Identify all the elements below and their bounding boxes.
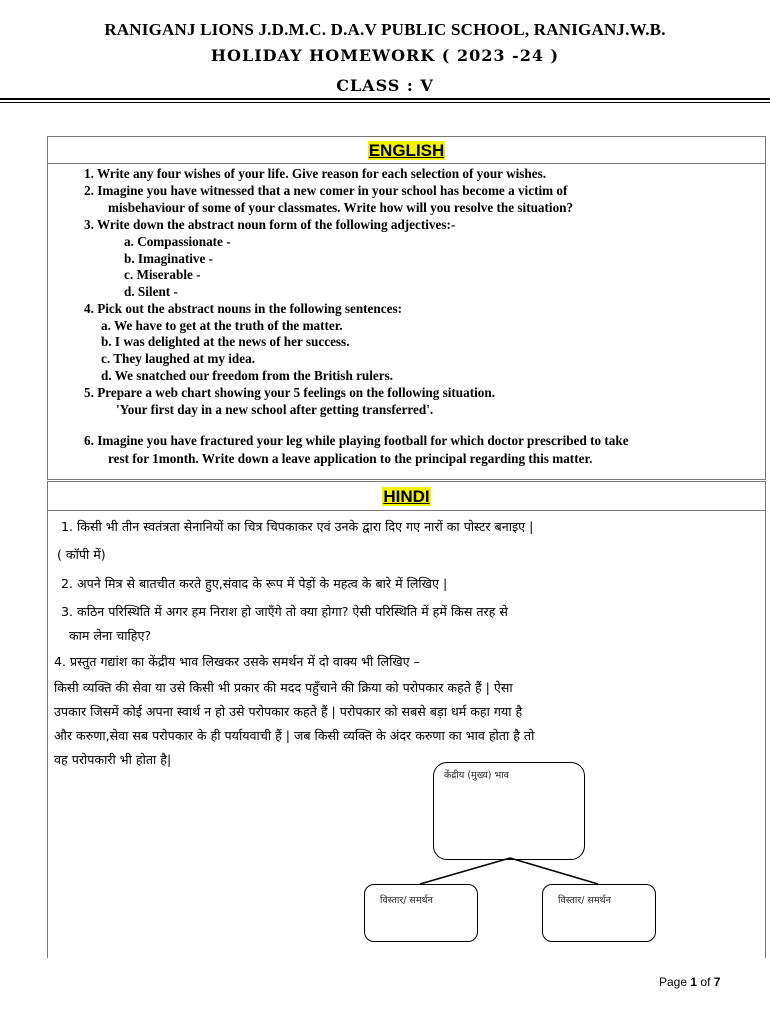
page-total: 7 [713,975,721,989]
homework-title: HOLIDAY HOMEWORK ( 2023 -24 ) [210,46,560,65]
connector-left [420,858,510,884]
page-number [659,975,720,989]
english-q3-a: a. Compassionate - [124,234,231,249]
english-q3-c: c. Miserable - [124,267,201,282]
support-label-left: विस्तार/ समर्थन [380,895,433,906]
hindi-q3: 3. कठिन परिस्थिति में अगर हम निराश हो जाएँगे तो क्या होगा? ऐसी परिस्थिति में हमें किस तरह से [61,604,508,619]
english-q4-c: c. They laughed at my idea. [101,351,255,366]
connector-right [510,858,598,884]
hindi-q1: 1. किसी भी तीन स्वतंत्रता सेनानियों का चित्र चिपकाकर एवं उनके द्वारा दिए गए नारों का पोस्टर बनाइए | [61,519,534,534]
english-q2-cont: misbehaviour of some of your classmates. Write how will you resolve the situation? [108,200,574,215]
english-q4-d: d. We snatched our freedom from the British rulers. [101,368,394,383]
english-q4-a: a. We have to get at the truth of the matter. [101,318,343,333]
hindi-q2: 2. अपने मित्र से बातचीत करते हुए,संवाद के रूप में पेड़ों के महत्व के बारे में लिखिए | [61,576,448,591]
hindi-heading: HINDI [383,487,430,506]
hindi-passage-line-4: वह परोपकारी भी होता है| [54,752,172,767]
english-q1: 1. Write any four wishes of your life. Give reason for each selection of your wishes. [84,166,547,181]
central-idea-label: केंद्रीय (मुख्य) भाव [444,770,509,781]
english-heading: ENGLISH [368,141,445,160]
school-name: RANIGANJ LIONS J.D.M.C. D.A.V PUBLIC SCHOOL, RANIGANJ.W.B. [104,20,666,39]
hindi-q1-cont: ( कॉपी में) [57,547,106,562]
english-q3-b: b. Imaginative - [124,251,214,266]
support-label-right: विस्तार/ समर्थन [558,895,611,906]
hindi-passage-line-2: उपकार जिसमें कोई अपना स्वार्थ न हो उसे परोपकार कहते हैं | परोपकार को सबसे बड़ा धर्म कहा गया है [54,704,523,719]
english-q4-b: b. I was delighted at the news of her success. [101,334,350,349]
english-q3: 3. Write down the abstract noun form of the following adjectives:- [84,217,456,232]
hindi-q4: 4. प्रस्तुत गद्यांश का केंद्रीय भाव लिखकर उसके समर्थन में दो वाक्य भी लिखिए – [54,654,420,669]
english-q5-cont: 'Your first day in a new school after getting transferred'. [116,402,434,417]
english-q3-d: d. Silent - [124,284,178,299]
english-q5: 5. Prepare a web chart showing your 5 feelings on the following situation. [84,385,496,400]
hindi-q3-cont: काम लेना चाहिए? [69,628,152,643]
english-q2: 2. Imagine you have witnessed that a new comer in your school has become a victim of [84,183,568,198]
english-q6: 6. Imagine you have fractured your leg while playing football for which doctor prescribed to take [84,433,629,448]
of-label: of [700,975,711,989]
english-q4: 4. Pick out the abstract nouns in the following sentences: [84,301,402,316]
page-label: Page [659,975,688,989]
hindi-passage-line-3: और करुणा,सेवा सब परोपकार के ही पर्यायवाची हैं | जब किसी व्यक्ति के अंदर करुणा का भाव होता है तो [54,728,535,743]
hindi-passage-line-1: किसी व्यक्ति की सेवा या उसे किसी भी प्रकार की मदद पहुँचाने की क्रिया को परोपकार कहते हैं | ऐसा [54,680,513,695]
class-title: CLASS : V [336,76,434,95]
english-q6-cont: rest for 1month. Write down a leave application to the principal regarding this matter. [108,451,593,466]
page-current: 1 [690,975,698,989]
